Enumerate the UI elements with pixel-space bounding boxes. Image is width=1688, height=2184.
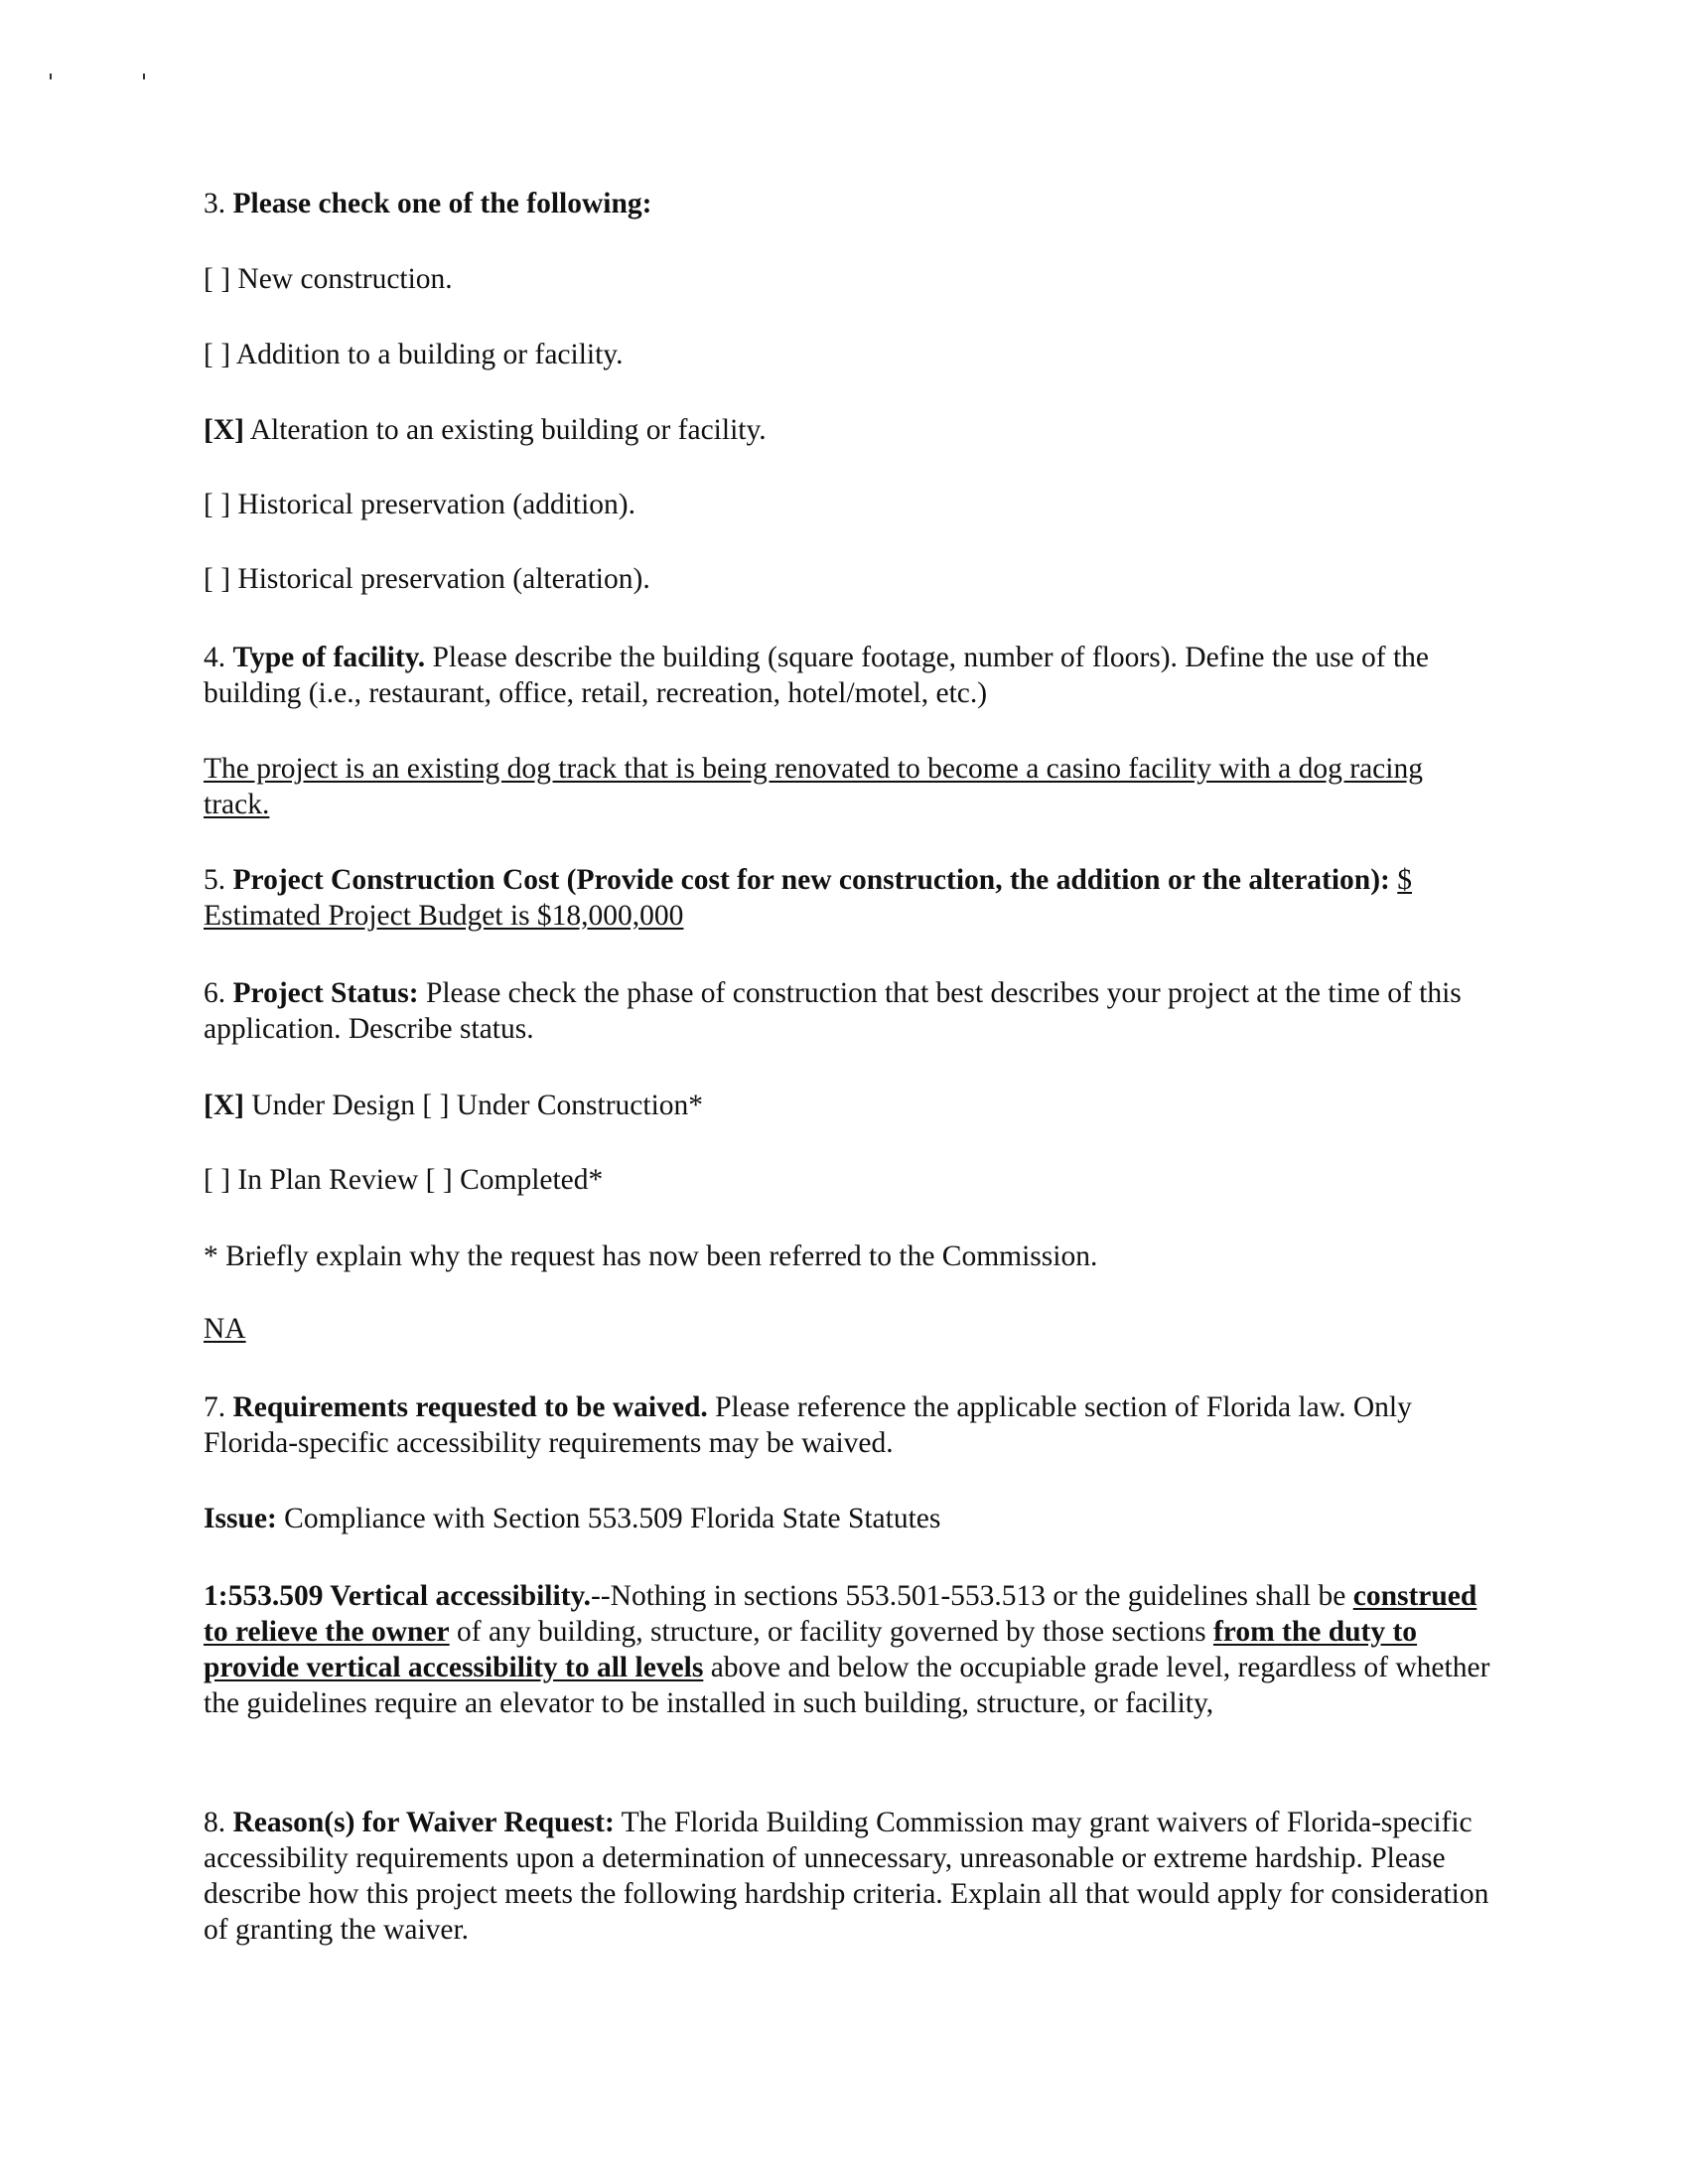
question-prompt: Please reference the applicable section of Florida law. Only Florida-specific accessibility requirements may be waived. — [204, 1391, 1412, 1459]
option-label: Addition to a building or facility. — [235, 339, 624, 370]
issue-line — [204, 1501, 1494, 1536]
option-label: In Plan Review — [237, 1164, 419, 1196]
question-8 — [204, 1805, 1494, 1948]
question-title: Project Status: — [232, 977, 419, 1009]
statute-heading: 1:553.509 Vertical accessibility. — [204, 1580, 592, 1612]
checkbox[interactable]: [ ] — [204, 263, 231, 295]
question-title: Requirements requested to be waived. — [232, 1391, 708, 1423]
option-label: Under Design — [251, 1090, 415, 1121]
question-prompt: Please check the phase of construction that best describes your project at the time of this application. Describe status. — [204, 977, 1462, 1045]
question-4-answer — [204, 751, 1494, 822]
option-label: Historical preservation (addition). — [237, 489, 635, 520]
checkbox[interactable]: [ ] — [422, 1090, 450, 1121]
statute-body: --Nothing in sections 553.501-553.513 or the guidelines shall be — [591, 1580, 1353, 1612]
status-row-1 — [204, 1088, 1494, 1123]
checkbox-option[interactable] — [204, 561, 1494, 597]
option-label: Alteration to an existing building or facility. — [249, 414, 767, 446]
scan-speck — [143, 73, 145, 79]
question-6 — [204, 975, 1494, 1047]
option-label: Historical preservation (alteration). — [237, 563, 650, 595]
status-row-2 — [204, 1162, 1494, 1198]
option-label: Completed* — [460, 1164, 604, 1196]
footnote: * Briefly explain why the request has now been referred to the Commission. — [204, 1240, 1098, 1272]
checkbox-checked[interactable]: [X] — [204, 414, 244, 446]
question-prompt: Please describe the building (square footage, number of floors). Define the use of the building (i.e., restaurant, office, retail, recreation, hotel/motel, etc.) — [204, 642, 1430, 709]
question-7 — [204, 1389, 1494, 1461]
checkbox[interactable]: [ ] — [204, 1164, 231, 1196]
checkbox[interactable]: [ ] — [204, 563, 231, 595]
checkbox-option[interactable] — [204, 487, 1494, 522]
question-number: 4. — [204, 642, 226, 673]
option-label: Under Construction* — [456, 1090, 704, 1121]
statute-body: of any building, structure, or facility governed by those sections — [449, 1616, 1213, 1648]
question-prompt: The Florida Building Commission may grant waivers of Florida-specific accessibility requirements upon a determination of unnecessary, unreasonable or extreme hardship. Please describe how this project meets the following hardship criteria. Explain all that would apply for consideration of granting the waiver. — [204, 1807, 1489, 1946]
answer-text: NA — [204, 1313, 246, 1345]
issue-text: Compliance with Section 553.509 Florida State Statutes — [284, 1503, 941, 1534]
statute-body: above and below the occupiable grade level, regardless of whether the guidelines require an elevator to be installed in such building, structure, or facility, — [204, 1652, 1490, 1719]
checkbox-checked[interactable]: [X] — [204, 1090, 244, 1121]
checkbox-option[interactable] — [204, 337, 1494, 372]
statute-text — [204, 1578, 1494, 1721]
scan-speck — [50, 73, 52, 79]
issue-label: Issue: — [204, 1503, 277, 1534]
question-number: 8. — [204, 1807, 226, 1838]
statute-emphasis: from the duty to provide vertical accessibility to all levels — [204, 1616, 1418, 1683]
question-number: 7. — [204, 1391, 226, 1423]
question-title: Reason(s) for Waiver Request: — [232, 1807, 615, 1838]
answer-text: The project is an existing dog track that is being renovated to become a casino facility with a dog racing track. — [204, 753, 1423, 820]
checkbox[interactable]: [ ] — [204, 339, 231, 370]
checkbox-option[interactable] — [204, 412, 1494, 448]
question-title: Project Construction Cost (Provide cost for new construction, the addition or the alteration): — [232, 864, 1390, 896]
option-label: New construction. — [237, 263, 453, 295]
question-3-heading — [204, 186, 1494, 221]
checkbox[interactable]: [ ] — [204, 489, 231, 520]
question-5 — [204, 862, 1494, 934]
answer-text: $ Estimated Project Budget is $18,000,000 — [204, 864, 1412, 932]
question-6-answer — [204, 1311, 1494, 1347]
question-number: 6. — [204, 977, 226, 1009]
checkbox-option[interactable] — [204, 261, 1494, 297]
checkbox[interactable]: [ ] — [425, 1164, 453, 1196]
statute-emphasis: construed to relieve the owner — [204, 1580, 1477, 1648]
question-title: Type of facility. — [232, 642, 426, 673]
question-number: 3. — [204, 188, 226, 219]
question-number: 5. — [204, 864, 226, 896]
question-4 — [204, 640, 1494, 711]
question-title: Please check one of the following: — [232, 188, 652, 219]
